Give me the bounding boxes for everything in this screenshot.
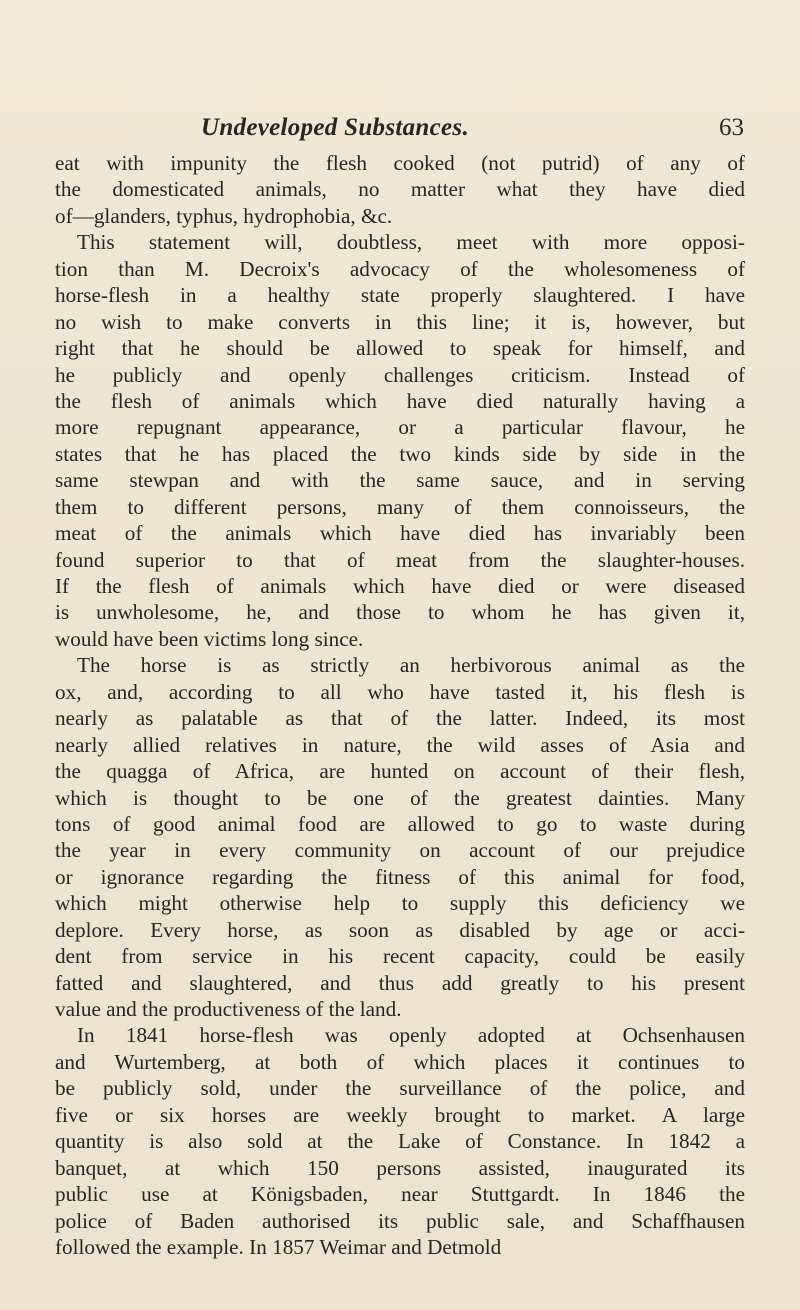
running-head (60, 114, 744, 148)
text-line: states that he has placed the two kinds side by side in the (55, 441, 745, 466)
text-line: meat of the animals which have died has invariably been (55, 521, 745, 546)
text-line: eat with impunity the flesh cooked (not putrid) of any of (55, 151, 745, 175)
text-line: dent from service in his recent capacity, could be easily (55, 944, 745, 969)
text-line: is unwholesome, he, and those to whom he has given it, (55, 600, 745, 625)
text-line: tion than M. Decroix's advocacy of the wholesomeness of (55, 256, 745, 281)
text-line: them to different persons, many of them connoisseurs, the (55, 494, 745, 519)
text-line: which might otherwise help to supply this deficiency we (55, 891, 745, 916)
text-line: the quagga of Africa, are hunted on account of their flesh, (55, 759, 745, 784)
text-line: value and the productiveness of the land. (55, 997, 402, 1021)
text-line: of—glanders, typhus, hydrophobia, &c. (55, 203, 393, 228)
text-line: nearly as palatable as that of the latter. Indeed, its most (55, 706, 745, 731)
text-line: If the flesh of animals which have died or were diseased (55, 574, 745, 598)
text-line: deplore. Every horse, as soon as disabled by age or acci- (55, 917, 745, 942)
body-text (55, 150, 745, 1260)
text-line: ox, and, according to all who have tasted it, his flesh is (55, 679, 745, 704)
text-line: the year in every community on account of our prejudice (55, 838, 745, 863)
text-line: followed the example. In 1857 Weimar and Detmold (55, 1234, 502, 1259)
text-line: or ignorance regarding the fitness of this animal for food, (55, 864, 745, 889)
text-line: police of Baden authorised its public sale, and Schaffhausen (55, 1208, 745, 1233)
running-title: Undeveloped Substances. (201, 114, 469, 141)
text-line: more repugnant appearance, or a particular flavour, he (55, 415, 745, 440)
text-line: The horse is as strictly an herbivorous animal as the (77, 653, 745, 678)
text-line: and Wurtemberg, at both of which places it continues to (55, 1049, 745, 1074)
text-line: quantity is also sold at the Lake of Constance. In 1842 a (55, 1129, 745, 1154)
page-number: 63 (719, 114, 744, 141)
text-line: the domesticated animals, no matter what they have died (55, 177, 745, 202)
text-line: banquet, at which 150 persons assisted, inaugurated its (55, 1155, 745, 1180)
text-line: In 1841 horse-flesh was openly adopted at Ochsenhausen (77, 1023, 745, 1048)
text-line: would have been victims long since. (55, 626, 364, 651)
text-line: fatted and slaughtered, and thus add greatly to his present (55, 970, 745, 995)
text-line: he publicly and openly challenges criticism. Instead of (55, 362, 745, 387)
text-line: found superior to that of meat from the slaughter-houses. (55, 547, 745, 572)
text-line: tons of good animal food are allowed to go to waste during (55, 811, 745, 836)
text-line: be publicly sold, under the surveillance of the police, and (55, 1076, 745, 1101)
text-line: horse-flesh in a healthy state properly slaughtered. I have (55, 283, 745, 308)
text-line: no wish to make converts in this line; it is, however, but (55, 309, 745, 334)
text-line: the flesh of animals which have died naturally having a (55, 388, 745, 413)
text-line: five or six horses are weekly brought to market. A large (55, 1102, 745, 1127)
text-line: nearly allied relatives in nature, the wild asses of Asia and (55, 732, 745, 757)
text-line: same stewpan and with the same sauce, and in serving (55, 468, 745, 493)
text-line: right that he should be allowed to speak for himself, and (55, 336, 745, 361)
text-line: which is thought to be one of the greatest dainties. Many (55, 785, 745, 810)
text-line: This statement will, doubtless, meet with more opposi- (77, 230, 745, 255)
text-line: public use at Königsbaden, near Stuttgardt. In 1846 the (55, 1182, 745, 1207)
